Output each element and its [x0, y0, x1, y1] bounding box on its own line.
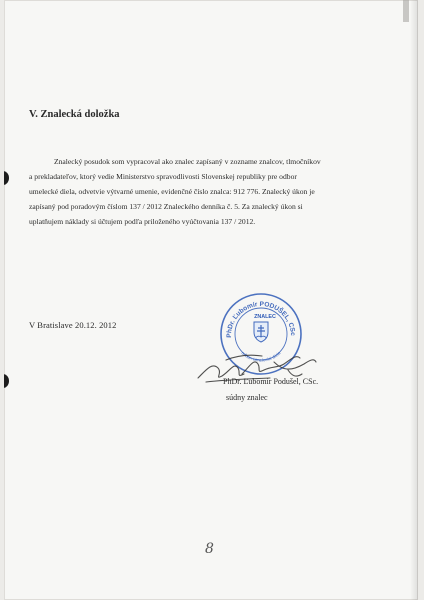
document-page [4, 0, 418, 600]
page-edge-shadow [410, 0, 418, 600]
punch-hole-bottom [4, 374, 9, 388]
punch-hole-top [4, 171, 9, 185]
paragraph-line: zapísaný pod poradovým číslom 137 / 2012 Znaleckého denníka č. 5. Za znalecký úkon si [29, 202, 303, 211]
paragraph-line: umelecké diela, odvetvie výtvarné umenie, evidenčné číslo znalca: 912 776. Znalecký úkon je [29, 187, 315, 196]
paragraph-line: Znalecký posudok som vypracoval ako znalec zapísaný v zozname znalcov, tlmočníkov [54, 157, 321, 166]
handwritten-page-number: 8 [205, 541, 214, 557]
slovak-coat-of-arms-icon [254, 322, 268, 342]
place-and-date: V Bratislave 20.12. 2012 [29, 320, 117, 330]
paragraph-line: a prekladateľov, ktorý vedie Ministerstvo spravodlivosti Slovenskej republiky pre odbor [29, 172, 297, 181]
scan-corner-mark [403, 0, 409, 22]
stamp-bottom-text: odbor: Umelecké diela [240, 350, 282, 363]
paragraph-line: uplatňujem náklady si účtujem podľa priloženého vyúčtovania 137 / 2012. [29, 217, 256, 226]
expert-clause-paragraph [29, 154, 384, 229]
stamp-ring-text: PhDr. Ľubomír PODUŠEL, CSc [225, 300, 297, 338]
section-heading: V. Znalecká doložka [29, 109, 120, 120]
stamp-center-label: ZNALEC [254, 314, 276, 320]
signer-name: PhDr. Ľubomír Podušel, CSc. [223, 377, 319, 386]
signer-role: súdny znalec [226, 393, 268, 402]
